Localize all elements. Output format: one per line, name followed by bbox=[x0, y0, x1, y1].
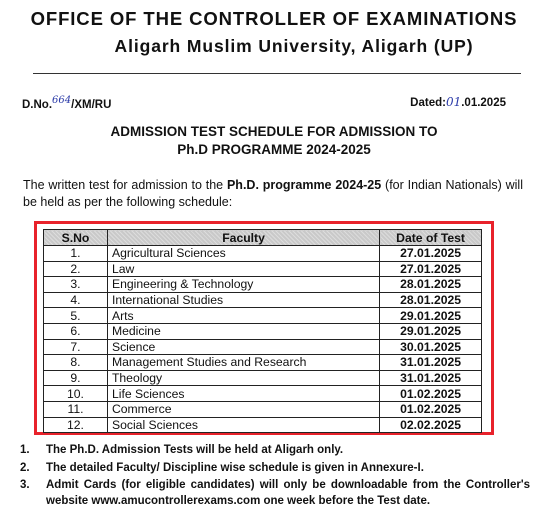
note-item bbox=[20, 443, 530, 459]
notes-list bbox=[20, 443, 530, 511]
row-date: 30.01.2025 bbox=[380, 339, 482, 355]
row-sno: 3. bbox=[44, 277, 108, 293]
row-date: 27.01.2025 bbox=[380, 246, 482, 262]
row-faculty: Agricultural Sciences bbox=[107, 246, 379, 262]
row-date: 01.02.2025 bbox=[380, 401, 482, 417]
dated-handwritten: 01 bbox=[445, 95, 462, 109]
row-faculty: International Studies bbox=[107, 292, 379, 308]
table-row bbox=[44, 261, 482, 277]
note-number: 1. bbox=[20, 444, 30, 456]
row-sno: 1. bbox=[44, 246, 108, 262]
table-header-row bbox=[44, 230, 482, 246]
intro-bold: Ph.D. programme 2024-25 bbox=[226, 178, 382, 192]
row-date: 02.02.2025 bbox=[380, 417, 482, 433]
table-row bbox=[44, 370, 482, 386]
table-row bbox=[44, 277, 482, 293]
dno-suffix: /XM/RU bbox=[71, 99, 112, 111]
row-date: 01.02.2025 bbox=[380, 386, 482, 402]
note-text: Admit Cards (for eligible candidates) will only be downloadable from the Controller's website www.amucontrollerexams.com one week before the Test date. bbox=[46, 479, 530, 507]
intro-after: (for Indian Nationals) will be held as per the following schedule: bbox=[23, 178, 523, 209]
table-body bbox=[44, 246, 482, 433]
row-faculty: Engineering & Technology bbox=[107, 277, 379, 293]
intro-paragraph bbox=[23, 177, 523, 211]
schedule-title-line1: ADMISSION TEST SCHEDULE FOR ADMISSION TO bbox=[110, 124, 438, 139]
row-sno: 11. bbox=[44, 401, 108, 417]
row-sno: 8. bbox=[44, 355, 108, 371]
header-date: Date of Test bbox=[380, 230, 482, 246]
row-sno: 10. bbox=[44, 386, 108, 402]
table-row bbox=[44, 323, 482, 339]
document-date bbox=[410, 95, 506, 109]
university-heading: Aligarh Muslim University, Aligarh (UP) bbox=[114, 36, 474, 56]
row-sno: 4. bbox=[44, 292, 108, 308]
row-faculty: Arts bbox=[107, 308, 379, 324]
row-faculty: Law bbox=[107, 261, 379, 277]
dno-handwritten: 664 bbox=[52, 95, 72, 106]
document-number bbox=[22, 95, 111, 111]
row-faculty: Management Studies and Research bbox=[107, 355, 379, 371]
row-date: 31.01.2025 bbox=[380, 355, 482, 371]
row-faculty: Social Sciences bbox=[107, 417, 379, 433]
row-faculty: Science bbox=[107, 339, 379, 355]
row-faculty: Commerce bbox=[107, 401, 379, 417]
note-item bbox=[20, 478, 530, 509]
row-sno: 5. bbox=[44, 308, 108, 324]
row-sno: 2. bbox=[44, 261, 108, 277]
table-row bbox=[44, 246, 482, 262]
row-date: 27.01.2025 bbox=[380, 261, 482, 277]
row-date: 29.01.2025 bbox=[380, 308, 482, 324]
table-row bbox=[44, 292, 482, 308]
row-faculty: Life Sciences bbox=[107, 386, 379, 402]
row-date: 28.01.2025 bbox=[380, 277, 482, 293]
table-row bbox=[44, 308, 482, 324]
row-date: 29.01.2025 bbox=[380, 323, 482, 339]
intro-before: The written test for admission to the bbox=[23, 178, 227, 192]
table-row bbox=[44, 339, 482, 355]
office-heading: OFFICE OF THE CONTROLLER OF EXAMINATIONS bbox=[30, 8, 518, 29]
dno-prefix: D.No. bbox=[22, 99, 53, 111]
row-faculty: Medicine bbox=[107, 323, 379, 339]
dated-suffix: .01.2025 bbox=[461, 97, 506, 109]
note-number: 2. bbox=[20, 461, 30, 474]
note-text: The detailed Faculty/ Discipline wise schedule is given in Annexure-I. bbox=[46, 461, 424, 474]
row-sno: 6. bbox=[44, 323, 108, 339]
table-row bbox=[44, 355, 482, 371]
row-sno: 7. bbox=[44, 339, 108, 355]
note-item bbox=[20, 461, 530, 477]
header-faculty: Faculty bbox=[107, 230, 379, 246]
row-faculty: Theology bbox=[107, 370, 379, 386]
table-row bbox=[44, 417, 482, 433]
note-number: 3. bbox=[20, 479, 30, 491]
row-sno: 12. bbox=[44, 417, 108, 433]
row-date: 31.01.2025 bbox=[380, 370, 482, 386]
header-sno: S.No bbox=[44, 230, 108, 246]
schedule-table bbox=[43, 229, 482, 433]
schedule-title-line2: Ph.D PROGRAMME 2024-2025 bbox=[177, 142, 371, 157]
header-divider bbox=[33, 73, 521, 74]
dated-label: Dated: bbox=[410, 97, 446, 109]
table-row bbox=[44, 386, 482, 402]
row-sno: 9. bbox=[44, 370, 108, 386]
note-text: The Ph.D. Admission Tests will be held at Aligarh only. bbox=[46, 444, 344, 456]
table-row bbox=[44, 401, 482, 417]
row-date: 28.01.2025 bbox=[380, 292, 482, 308]
